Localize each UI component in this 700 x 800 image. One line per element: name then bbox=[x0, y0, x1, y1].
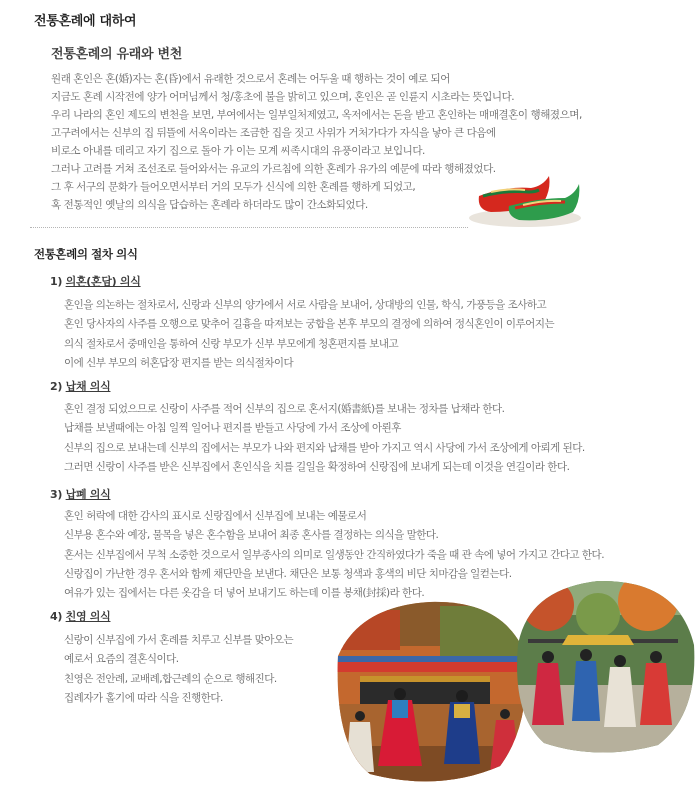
step-body bbox=[64, 296, 554, 373]
step-line: 혼인을 의논하는 절차로서, 신랑과 신부의 양가에서 서로 사람을 보내어, 상대방의 인물, 학식, 가풍등을 조사하고 bbox=[64, 299, 547, 311]
step-line: 납채를 보낼때에는 아침 일찍 일어나 편지를 받들고 사당에 가서 조상에 아뢴후 bbox=[64, 422, 401, 435]
intro-line: 지금도 혼례 시작전에 양가 어머님께서 청/홍초에 불을 밝히고 있으며, 혼인은 곧 인륜지 시초라는 뜻입니다. bbox=[51, 91, 515, 103]
step-line: 혼인 당사자의 사주를 오행으로 맞추어 길흉을 따져보는 궁합을 본후 부모의 결정에 의하여 정식혼인이 이루어지는 bbox=[64, 318, 555, 331]
step-line: 신부용 혼수와 예장, 물목을 넣은 혼수함을 보내어 최종 혼사를 결정하는 의식을 말한다. bbox=[64, 529, 439, 542]
section-divider bbox=[30, 227, 468, 228]
intro-line: 원래 혼인은 혼(婚)자는 혼(昏)에서 유래한 것으로서 혼례는 어두울 때 행하는 것이 예로 되어 bbox=[51, 73, 450, 85]
step-number: 1) bbox=[50, 275, 63, 288]
step-line: 신랑이 신부집에 가서 혼례를 치루고 신부를 맞아오는 bbox=[64, 634, 294, 646]
step-line: 혼서는 신부집에서 무척 소중한 것으로서 일부종사의 의미로 일생동안 간직하였다가 죽을 때 관 속에 넣어 가지고 간다고 한다. bbox=[64, 548, 605, 561]
step-line: 그러면 신랑이 사주를 받은 신부집에서 혼인식을 치를 길일을 확정하여 신랑집에 보내게 되는데 이것을 연길이라 한다. bbox=[64, 460, 570, 473]
step-line: 집례자가 홀기에 따라 식을 진행한다. bbox=[64, 691, 223, 704]
intro-line: 비로소 아내를 데리고 자기 집으로 돌아 가 이는 모계 씨족시대의 유풍이라고 보입니다. bbox=[51, 145, 425, 157]
intro-line: 고구려에서는 신부의 집 뒤뜰에 서옥이라는 조금한 집을 짓고 사위가 거처가다가 자식을 낳아 큰 다음에 bbox=[51, 127, 496, 139]
intro-line: 혹 전통적인 옛날의 의식을 답습하는 혼례라 하더라도 많이 간소화되었다. bbox=[51, 199, 368, 211]
step-line: 예로서 요즘의 결혼식이다. bbox=[64, 653, 179, 666]
step-line: 여유가 있는 집에서는 다른 옷감을 더 넣어 보내기도 하는데 이를 봉채(封採)라 한다. bbox=[64, 587, 425, 600]
step-line: 의식 절차로서 중매인을 통하여 신랑 부모가 신부 부모에게 청혼편지를 보내고 bbox=[64, 337, 399, 350]
step-line: 신부의 집으로 보내는데 신부의 집에서는 부모가 나와 편지와 납채를 받아 가지고 역시 사당에 가서 조상에게 아뢰게 된다. bbox=[64, 441, 585, 454]
step-heading bbox=[50, 486, 110, 502]
step-line: 친영은 전안례, 교배례,합근례의 순으로 행해진다. bbox=[64, 672, 277, 685]
step-heading bbox=[50, 608, 110, 624]
step-title: 친영 의식 bbox=[65, 610, 111, 623]
procedure-title: 전통혼례의 절차 의식 bbox=[34, 247, 138, 261]
step-heading bbox=[50, 378, 110, 394]
step-line: 혼인 결정 되었으므로 신랑이 사주를 적어 신부의 집으로 혼서지(婚書紙)를 보내는 정차를 납채라 한다. bbox=[64, 403, 505, 415]
intro-line: 그러나 고려를 거쳐 조선조로 들어와서는 유교의 가르침에 의한 혼례가 유가의 예문에 따라 행해졌었다. bbox=[51, 163, 496, 175]
step-title: 의혼(혼담) 의식 bbox=[65, 275, 141, 288]
page-title: 전통혼례에 대하여 bbox=[34, 14, 137, 29]
step-title: 납폐 의식 bbox=[65, 488, 111, 501]
step-title: 납채 의식 bbox=[65, 380, 111, 393]
step-body bbox=[64, 400, 585, 477]
wedding-ceremony-photo bbox=[330, 596, 530, 786]
step-number: 3) bbox=[50, 488, 63, 501]
traditional-shoes-image bbox=[465, 162, 585, 232]
step-heading bbox=[50, 273, 141, 289]
step-number: 2) bbox=[50, 380, 63, 393]
intro-title: 전통혼례의 유래와 변천 bbox=[51, 47, 183, 62]
intro-line: 우리 나라의 혼인 제도의 변천을 보면, 부여에서는 일부일처제였고, 옥저에서는 돈을 받고 혼인하는 매매결혼이 행해졌으며, bbox=[51, 109, 582, 121]
step-line: 이에 신부 부모의 허혼답장 편지를 받는 의식절차이다 bbox=[64, 356, 294, 369]
wedding-procession-photo bbox=[508, 575, 698, 755]
step-line: 혼인 허락에 대한 감사의 표시로 신랑집에서 신부집에 보내는 예물로서 bbox=[64, 510, 367, 522]
step-body bbox=[64, 631, 293, 708]
step-number: 4) bbox=[50, 610, 63, 623]
intro-line: 그 후 서구의 문화가 들어오면서부터 거의 모두가 신식에 의한 혼례를 행하게 되었고, bbox=[51, 181, 416, 193]
step-line: 신랑집이 가난한 경우 혼서와 함께 채단만을 보낸다. 채단은 보통 청색과 홍색의 비단 치마감을 일컫는다. bbox=[64, 567, 512, 580]
